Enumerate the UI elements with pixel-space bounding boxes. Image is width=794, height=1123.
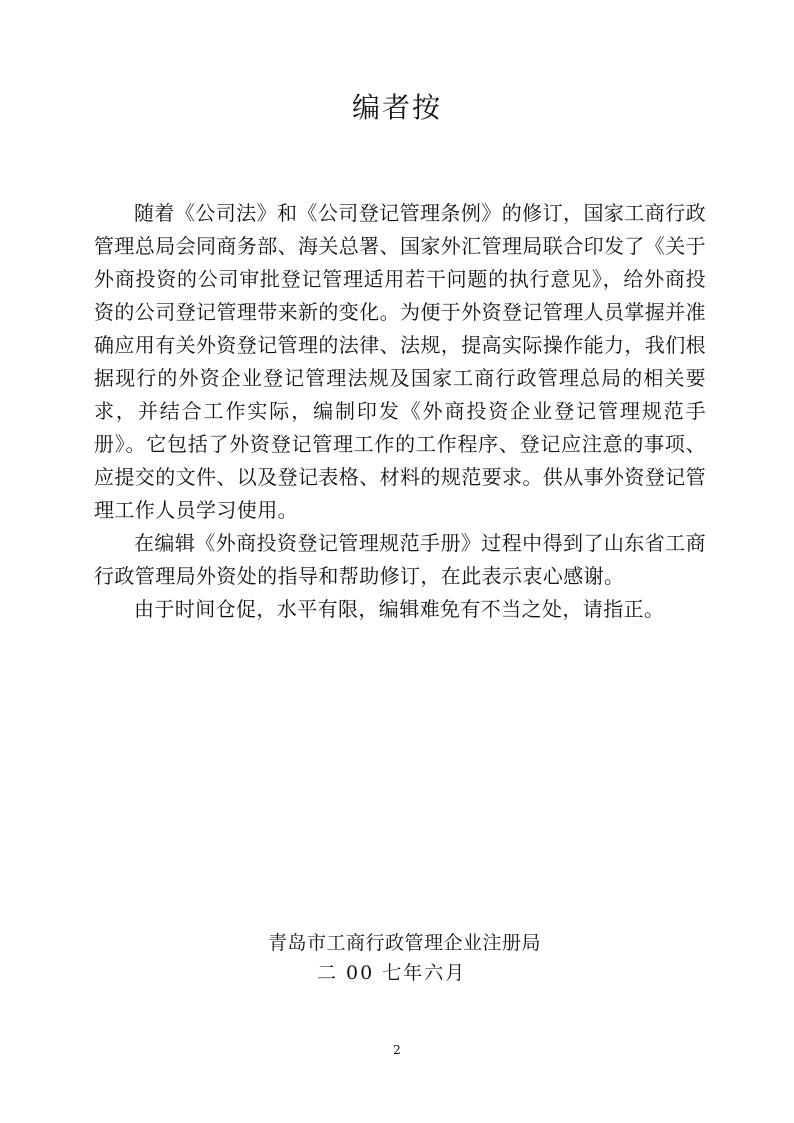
editor-note-body [94,197,706,626]
paragraph-acknowledgement: 在编辑《外商投资登记管理规范手册》过程中得到了山东省工商行政管理局外资处的指导和帮助修订，在此表示衷心感谢。 [94,531,706,588]
paragraph-apology: 由于时间仓促，水平有限，编辑难免有不当之处，请指正。 [134,597,665,621]
page-number: 2 [393,1043,401,1057]
signature-date: 二 00 七年六月 [317,962,467,984]
signature-organization: 青岛市工商行政管理企业注册局 [268,932,542,954]
page-title: 编者按 [351,91,442,124]
paragraph-intro: 随着《公司法》和《公司登记管理条例》的修订，国家工商行政管理总局会同商务部、海关总署、国家外汇管理局联合印发了《关于外商投资的公司审批登记管理适用若干问题的执行意见》，给外商投资的公司登记管理带来新的变化。为便于外资登记管理人员掌握并准确应用有关外资登记管理的法律、法规，提高实际操作能力，我们根据现行的外资企业登记管理法规及国家工商行政管理总局的相关要求，并结合工作实际，编制印发《外商投资企业登记管理规范手册》。它包括了外资登记管理工作的工作程序、登记应注意的事项、应提交的文件、以及登记表格、材料的规范要求。供从事外资登记管理工作人员学习使用。 [94,201,706,522]
